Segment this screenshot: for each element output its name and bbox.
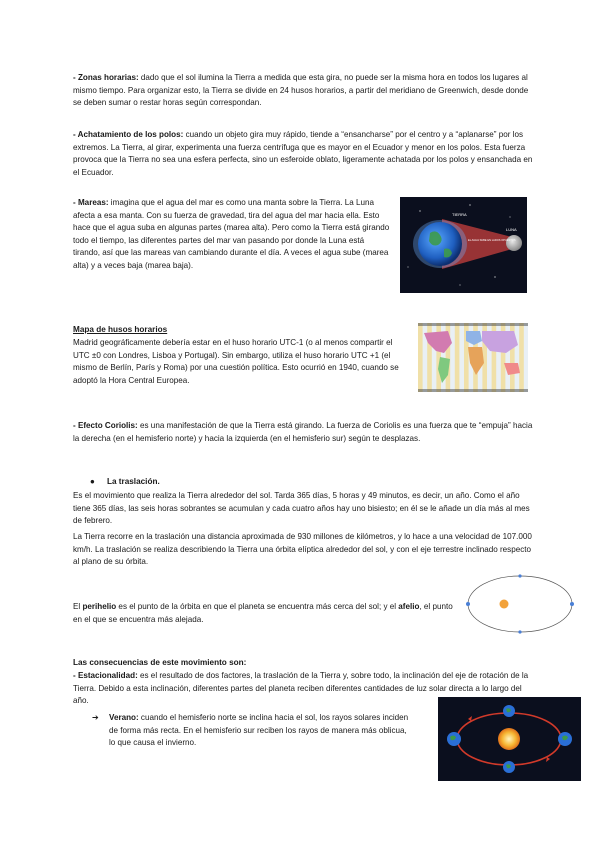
coriolis-paragraph	[73, 420, 533, 445]
achatamiento-label: - Achatamiento de los polos:	[73, 130, 184, 139]
achatamiento-paragraph	[73, 129, 533, 179]
mareas-text: imagina que el agua del mar es como una manta sobre la Tierra. La Luna afecta a esa manta. Con su fuerza de gravedad, tira del agua del mar hacia ella. Esto hace que el agua suba en algunas partes (marea alta). Pero como la Tierra está girando todo el tiempo, las diferentes partes del mar van pasando por donde la Luna está tirando, así que las mareas van cambiando durante el día. A veces el agua sube (marea alta) y a veces baja (marea baja).	[73, 198, 390, 270]
sun	[498, 728, 520, 750]
tierra-label: TIERRA	[452, 212, 467, 217]
verano-text: cuando el hemisferio norte se inclina hacia el sol, los rayos solares inciden de forma más recta. En el hemisferio sur reciben los rayos de manera más oblicua, lo que causa el invierno.	[109, 713, 409, 748]
time-zone-map	[418, 323, 528, 392]
perihelio-mid: es el punto de la órbita en que el planeta se encuentra más cerca del sol; y el	[116, 602, 399, 611]
traslacion-paragraph-1: Es el movimiento que realiza la Tierra alrededor del sol. Tarda 365 días, 5 horas y 49 minutos, es decir, un año. Como el año tiene 365 días, las seis horas sobrantes se acumulan y cada cuatro años hay uno bisiesto; en él se le añade un día más al mes de febrero.	[73, 491, 530, 526]
zonas-horarias-paragraph	[73, 72, 533, 110]
mareas-figure	[400, 197, 527, 293]
verano-item	[92, 712, 409, 748]
tides-illustration	[400, 197, 527, 293]
earth-globe	[418, 222, 462, 266]
perihelio-paragraph	[73, 601, 455, 626]
estacionalidad-text: es el resultado de dos factores, la traslación de la Tierra y, sobre todo, la inclinación del eje de rotación de la Tierra. Debido a esta inclinación, diferentes partes del planeta reciben diferentes cantidades de luz solar directa a lo largo del año.	[73, 671, 529, 706]
moon	[506, 235, 522, 251]
seasons-illustration	[438, 697, 581, 781]
earth-aphelion	[570, 602, 574, 606]
coriolis-text: es una manifestación de que la Tierra está girando. La fuerza de Coriolis es una fuerza que te “empuja” hacia la derecha (en el hemisferio norte) y hacia la izquierda (en el hemisferio sur) según te desplazas.	[73, 421, 533, 443]
traslacion-paragraph-2: La Tierra recorre en la traslación una distancia aproximada de 930 millones de kilómetros, y lo hace a una velocidad de 107.000 km/h. La traslación se realiza describiendo la Tierra una órbita elíptica alrededor del sol, y con el eje terrestre inclinado respecto al plano de su órbita.	[73, 532, 532, 567]
afelio-term: afelio	[398, 602, 420, 611]
estacionalidad-label: - Estacionalidad:	[73, 671, 138, 680]
verano-label: Verano:	[109, 713, 139, 722]
seasons-figure	[438, 697, 581, 781]
mapa-paragraph: Madrid geográficamente debería estar en el huso horario UTC-1 (o al menos compartir el UTC ±0 con Londres, Lisboa y Portugal). Sin embargo, utiliza el huso horario UTC +1 (el mismo de Berlín, París y Roma) por una cuestión política. Esto ocurrió en 1940, cuando se adoptó la Hora Central Europea.	[73, 338, 399, 385]
consecuencias-title: Las consecuencias de este movimiento son:	[73, 658, 247, 667]
tide-note-label: EL AGUA SUBE EN LADOS OPUESTOS	[468, 239, 516, 242]
zonas-horarias-label: - Zonas horarias:	[73, 73, 139, 82]
perihelio-pre: El	[73, 602, 83, 611]
mareas-paragraph	[73, 197, 391, 273]
traslacion-heading-text: La traslación.	[106, 477, 160, 486]
perihelio-term: perihelio	[82, 602, 117, 611]
orbit-figure	[462, 566, 576, 638]
world-map-illustration	[418, 323, 528, 392]
traslacion-heading	[90, 476, 160, 488]
zonas-horarias-text: dado que el sol ilumina la Tierra a medida que esta gira, no puede ser la misma hora en todos los lugares al mismo tiempo. Para organizar esto, la Tierra se divide en 24 husos horarios, a partir del meridiano de Greenwich, desde donde se deben sumar o restar horas según correspondan.	[73, 73, 529, 108]
bullet-icon: ●	[90, 477, 95, 486]
orbit-illustration	[462, 566, 576, 638]
coriolis-label: - Efecto Coriolis:	[73, 421, 138, 430]
afelio-post: , el punto en el que se encuentra más alejada.	[73, 602, 453, 624]
mapa-title: Mapa de husos horarios	[73, 325, 168, 334]
earth-perihelion	[466, 602, 470, 606]
achatamiento-text: cuando un objeto gira muy rápido, tiende a “ensancharse” por el centro y a “aplanarse” por los extremos. La Tierra, al girar, experimenta una fuerza centrífuga que es mayor en el Ecuador y menor en los polos. Esta fuerza provoca que la Tierra no sea una esfera perfecta, sino un esferoide oblato, ligeramente achatada por los polos y ensanchada en el Ecuador.	[73, 130, 533, 177]
sun	[500, 600, 509, 609]
luna-label: LUNA	[506, 227, 517, 232]
arrow-icon: ➔	[92, 713, 99, 722]
verano-text-block	[109, 712, 414, 750]
mareas-label: - Mareas:	[73, 198, 109, 207]
